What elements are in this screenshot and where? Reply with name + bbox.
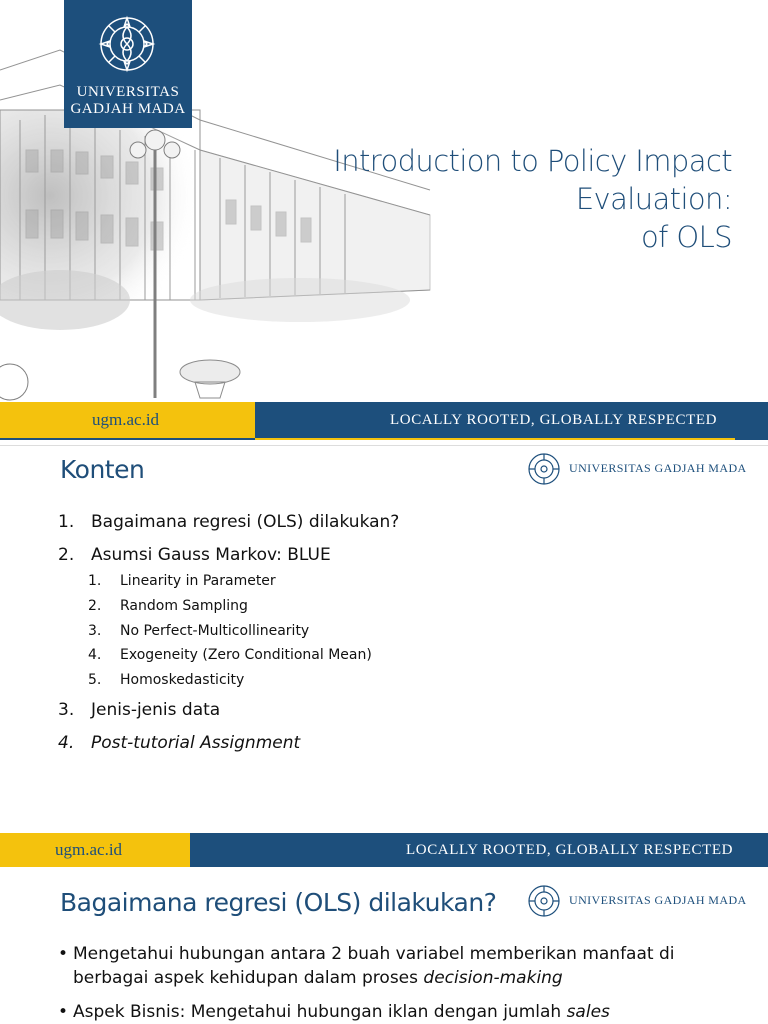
ugm-seal-icon <box>527 452 561 486</box>
list-item: 3. Jenis-jenis data <box>58 700 221 720</box>
sub-list-item: 1. Linearity in Parameter <box>88 573 276 589</box>
title-slide <box>0 0 768 440</box>
footer-bar <box>0 402 768 440</box>
logo-text-line2: GADJAH MADA <box>70 101 186 117</box>
footer-bar-2 <box>0 833 768 867</box>
slide-heading: Konten <box>60 455 145 484</box>
ugm-seal-icon <box>527 884 561 918</box>
footer-url: ugm.ac.id <box>55 840 123 859</box>
bullet-item: • Aspek Bisnis: Mengetahui hubungan iklan dengan jumlah sales <box>58 1002 610 1022</box>
footer-url: ugm.ac.id <box>92 410 160 429</box>
sub-list-item: 2. Random Sampling <box>88 598 248 614</box>
ugm-logo <box>64 0 192 128</box>
sub-list-item: 4. Exogeneity (Zero Conditional Mean) <box>88 647 372 663</box>
footer-motto: LOCALLY ROOTED, GLOBALLY RESPECTED <box>390 412 718 428</box>
title-line-1: Introduction to Policy Impact Evaluation: <box>333 144 732 216</box>
title-line-2: of OLS <box>641 220 732 254</box>
bullet-dot-icon: • <box>58 944 69 964</box>
list-item: 4. Post-tutorial Assignment <box>58 733 301 753</box>
presentation-title <box>172 142 732 256</box>
ugm-small-logo <box>527 884 747 920</box>
list-item: 2. Asumsi Gauss Markov: BLUE <box>58 545 331 565</box>
ugm-small-logo <box>527 452 747 488</box>
footer-accent-line <box>255 438 735 440</box>
logo-text-line1: UNIVERSITAS <box>76 84 180 100</box>
slide-heading: Bagaimana regresi (OLS) dilakukan? <box>60 888 497 917</box>
footer-motto: LOCALLY ROOTED, GLOBALLY RESPECTED <box>406 842 734 858</box>
bullet-dot-icon: • <box>58 1002 69 1022</box>
bullet-item: • Mengetahui hubungan antara 2 buah variabel memberikan manfaat di berbagai aspek kehidupan dalam proses decision-making <box>58 944 675 988</box>
small-logo-text: UNIVERSITAS GADJAH MADA <box>569 461 747 475</box>
contents-slide <box>0 445 768 824</box>
sub-list-item: 3. No Perfect-Multicollinearity <box>88 623 310 639</box>
sub-list-item: 5. Homoskedasticity <box>88 672 245 688</box>
ols-slide <box>0 872 768 1024</box>
list-item: 1. Bagaimana regresi (OLS) dilakukan? <box>58 512 400 532</box>
small-logo-text: UNIVERSITAS GADJAH MADA <box>569 893 747 907</box>
ugm-seal-icon <box>97 14 157 74</box>
